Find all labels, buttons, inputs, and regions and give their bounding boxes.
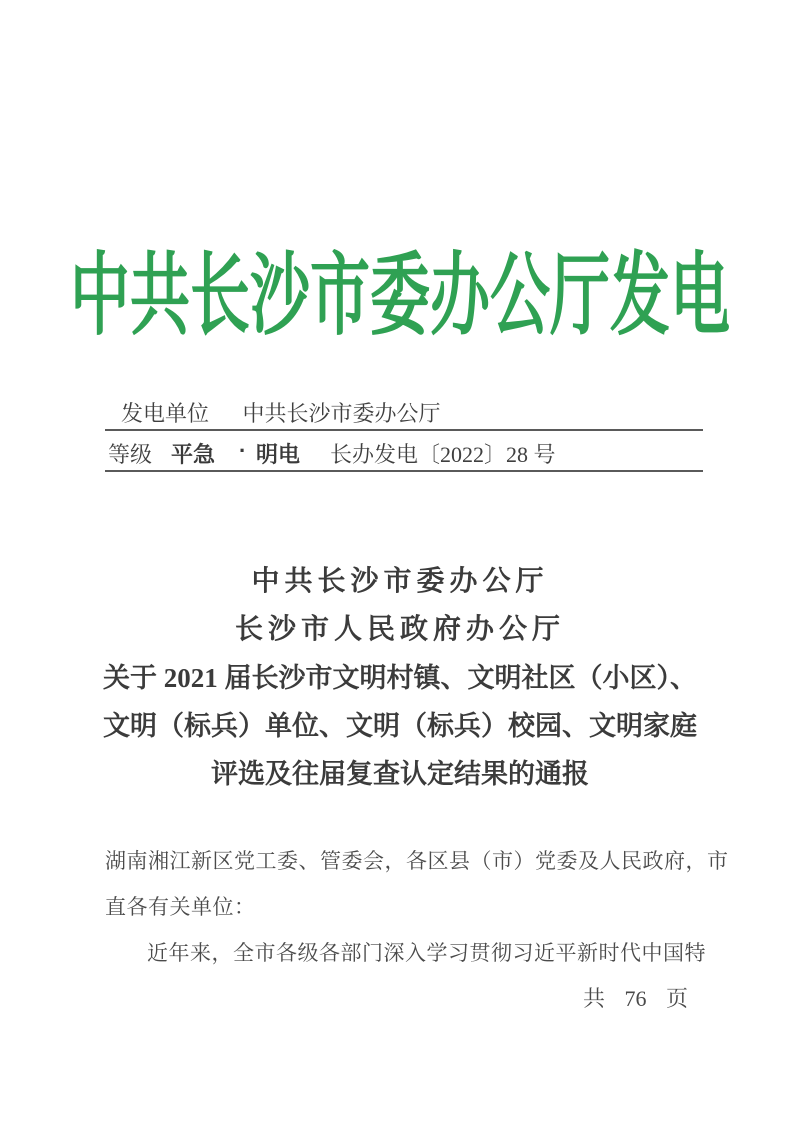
title-line-2: 长沙市人民政府办公厅 [234,614,565,645]
body-line-1: 湖南湘江新区党工委、管委会，各区县（市）党委及人民政府，市 [105,849,729,873]
body-line-3: 近年来，全市各级各部门深入学习贯彻习近平新时代中国特 [147,941,706,965]
document-title [0,558,800,798]
title-line-4: 文明（标兵）单位、文明（标兵）校园、文明家庭 [103,711,697,741]
grade-urgency: 平急 [171,442,216,467]
issuer-row [121,397,441,428]
body-line-2: 直各有关单位： [105,895,256,919]
title-line-3: 关于 2021 届长沙市文明村镇、文明社区（小区）、 [103,663,697,693]
page-count-number: 76 [624,986,647,1011]
masthead-title: 中共长沙市委办公厅发电 [70,246,730,346]
grade-label: 等级 [108,442,153,467]
divider-top [105,429,703,431]
masthead [0,224,800,346]
page-count-suffix: 页 [666,986,689,1011]
issuer-value: 中共长沙市委办公厅 [242,401,441,426]
title-line-1: 中共长沙市委办公厅 [251,566,549,597]
title-line-5: 评选及往届复查认定结果的通报 [211,759,589,789]
grade-type: 明电 [256,442,301,467]
page-count-prefix: 共 [583,986,606,1011]
document-number: 长办发电〔2022〕28 号 [330,442,556,467]
grade-separator-dot: · [239,438,247,463]
divider-bottom [105,470,703,472]
body-text [105,838,729,976]
issuer-label: 发电单位 [121,401,210,426]
page-count [583,982,688,1013]
grade-row [0,438,800,468]
